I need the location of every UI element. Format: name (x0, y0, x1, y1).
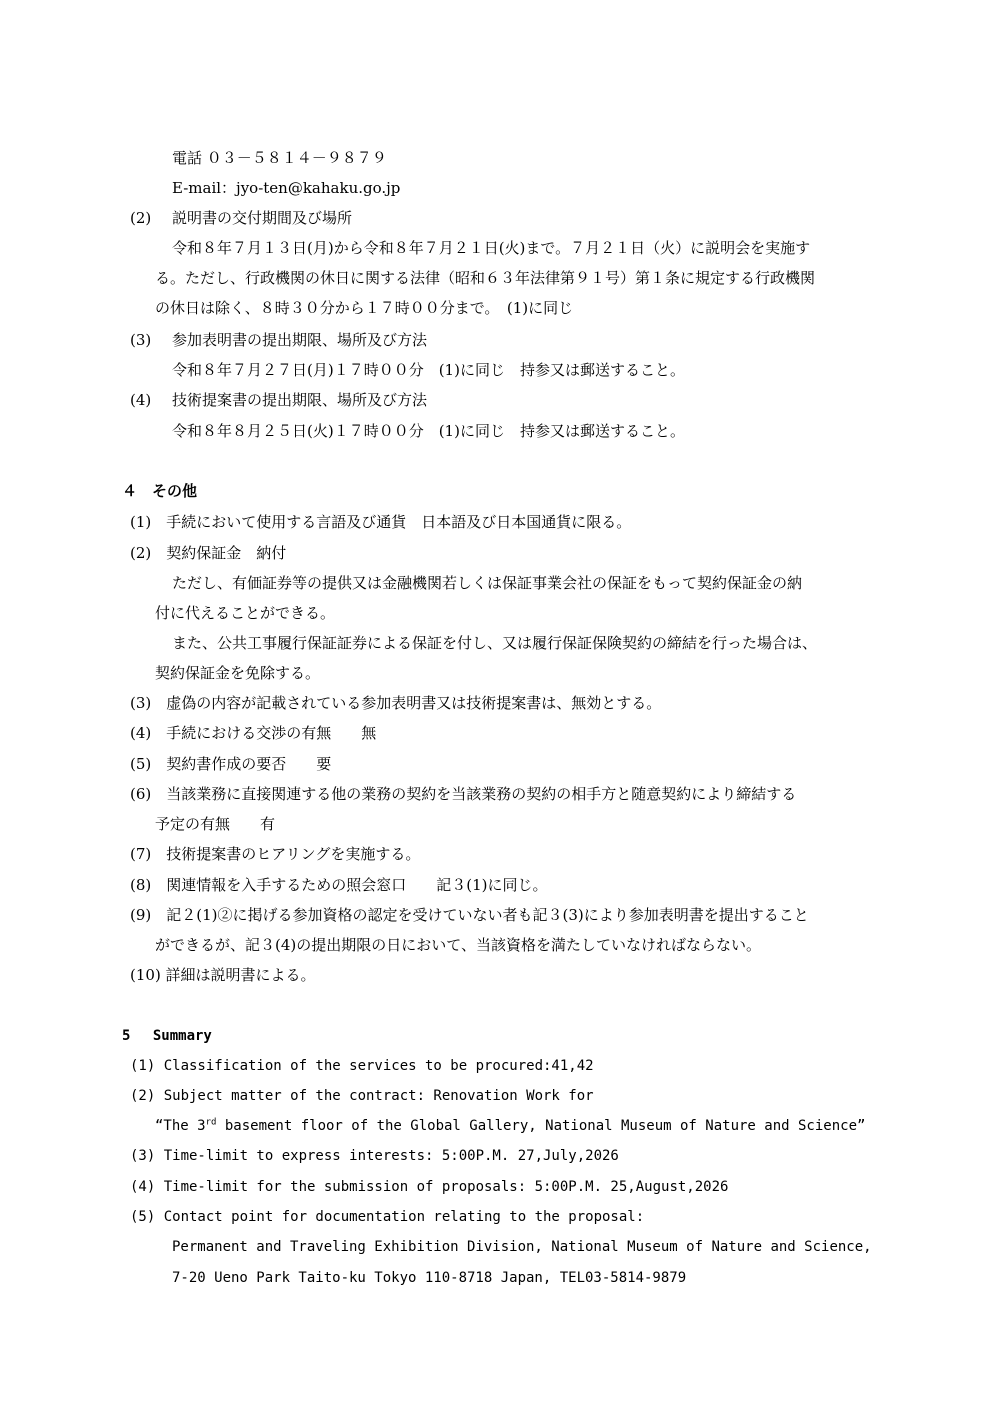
paragraph-line: 付に代えることができる。 (155, 604, 336, 622)
list-item: (5) 契約書作成の要否 要 (130, 755, 332, 773)
item-title: 技術提案書の提出期限、場所及び方法 (172, 391, 428, 409)
summary-item: (5) Contact point for documentation relating to the proposal: (130, 1209, 645, 1225)
contact-phone: 電話 ０３－５８１４－９８７９ (172, 149, 387, 167)
item-title: 説明書の交付期間及び場所 (172, 209, 353, 227)
section-heading: 5 Summary (122, 1028, 212, 1044)
list-item: (3) 虚偽の内容が記載されている参加表明書又は技術提案書は、無効とする。 (130, 694, 662, 712)
paragraph-line: る。ただし、行政機関の休日に関する法律（昭和６３年法律第９１号）第１条に規定する行政機関 (155, 269, 816, 287)
item-number: (2) (130, 209, 152, 227)
list-item: (10) 詳細は説明書による。 (130, 966, 316, 984)
item-title: 参加表明書の提出期限、場所及び方法 (172, 331, 428, 349)
item-number: (4) (130, 391, 152, 409)
paragraph-line: の休日は除く、８時３０分から１７時００分まで。 (1)に同じ (155, 299, 574, 317)
summary-item: (4) Time-limit for the submission of proposals: 5:00P.M. 25,August,2026 (130, 1179, 729, 1195)
contact-email: E-mail：jyo-ten@kahaku.go.jp (172, 179, 401, 197)
list-item: (8) 関連情報を入手するための照会窓口 記３(1)に同じ。 (130, 876, 548, 894)
paragraph-line: 予定の有無 有 (155, 815, 276, 833)
list-item: (6) 当該業務に直接関連する他の業務の契約を当該業務の契約の相手方と随意契約により締結する (130, 785, 797, 803)
paragraph-line: ができるが、記３(4)の提出期限の日において、当該資格を満たしていなければならない。 (155, 936, 761, 954)
summary-item-subject (155, 1116, 865, 1136)
section-heading: ４ その他 (122, 482, 198, 500)
list-item: (1) 手続において使用する言語及び通貨 日本語及び日本国通貨に限る。 (130, 513, 632, 531)
summary-item: 7-20 Ueno Park Taito-ku Tokyo 110-8718 Japan, TEL03-5814-9879 (172, 1270, 687, 1286)
paragraph-line: 令和８年８月２５日(火)１７時００分 (1)に同じ 持参又は郵送すること。 (172, 422, 685, 440)
paragraph-line: ただし、有価証券等の提供又は金融機関若しくは保証事業会社の保証をもって契約保証金の納 (172, 574, 803, 592)
list-item: (9) 記２(1)②に掲げる参加資格の認定を受けていない者も記３(3)により参加表明書を提出すること (130, 906, 809, 924)
list-item: (7) 技術提案書のヒアリングを実施する。 (130, 845, 421, 863)
paragraph-line: 契約保証金を免除する。 (155, 664, 321, 682)
summary-item: (1) Classification of the services to be procured:41,42 (130, 1058, 594, 1074)
paragraph-line: また、公共工事履行保証証券による保証を付し、又は履行保証保険契約の締結を行った場合は、 (172, 634, 818, 652)
paragraph-line: 令和８年７月２７日(月)１７時００分 (1)に同じ 持参又は郵送すること。 (172, 361, 685, 379)
list-item: (4) 手続における交渉の有無 無 (130, 724, 377, 742)
ordinal-superscript: rd (205, 1117, 217, 1128)
paragraph-line: 令和８年７月１３日(月)から令和８年７月２１日(火)まで。７月２１日（火）に説明会を実施す (172, 239, 811, 257)
item-number: (3) (130, 331, 152, 349)
summary-item: (3) Time-limit to express interests: 5:00P.M. 27,July,2026 (130, 1148, 619, 1164)
summary-item: Permanent and Traveling Exhibition Division, National Museum of Nature and Science, (172, 1239, 872, 1255)
subject-text-post: basement floor of the Global Gallery, National Museum of Nature and Science” (216, 1118, 866, 1134)
summary-item: (2) Subject matter of the contract: Renovation Work for (130, 1088, 594, 1104)
subject-text-pre: “The 3 (155, 1118, 206, 1134)
list-item: (2) 契約保証金 納付 (130, 544, 287, 562)
